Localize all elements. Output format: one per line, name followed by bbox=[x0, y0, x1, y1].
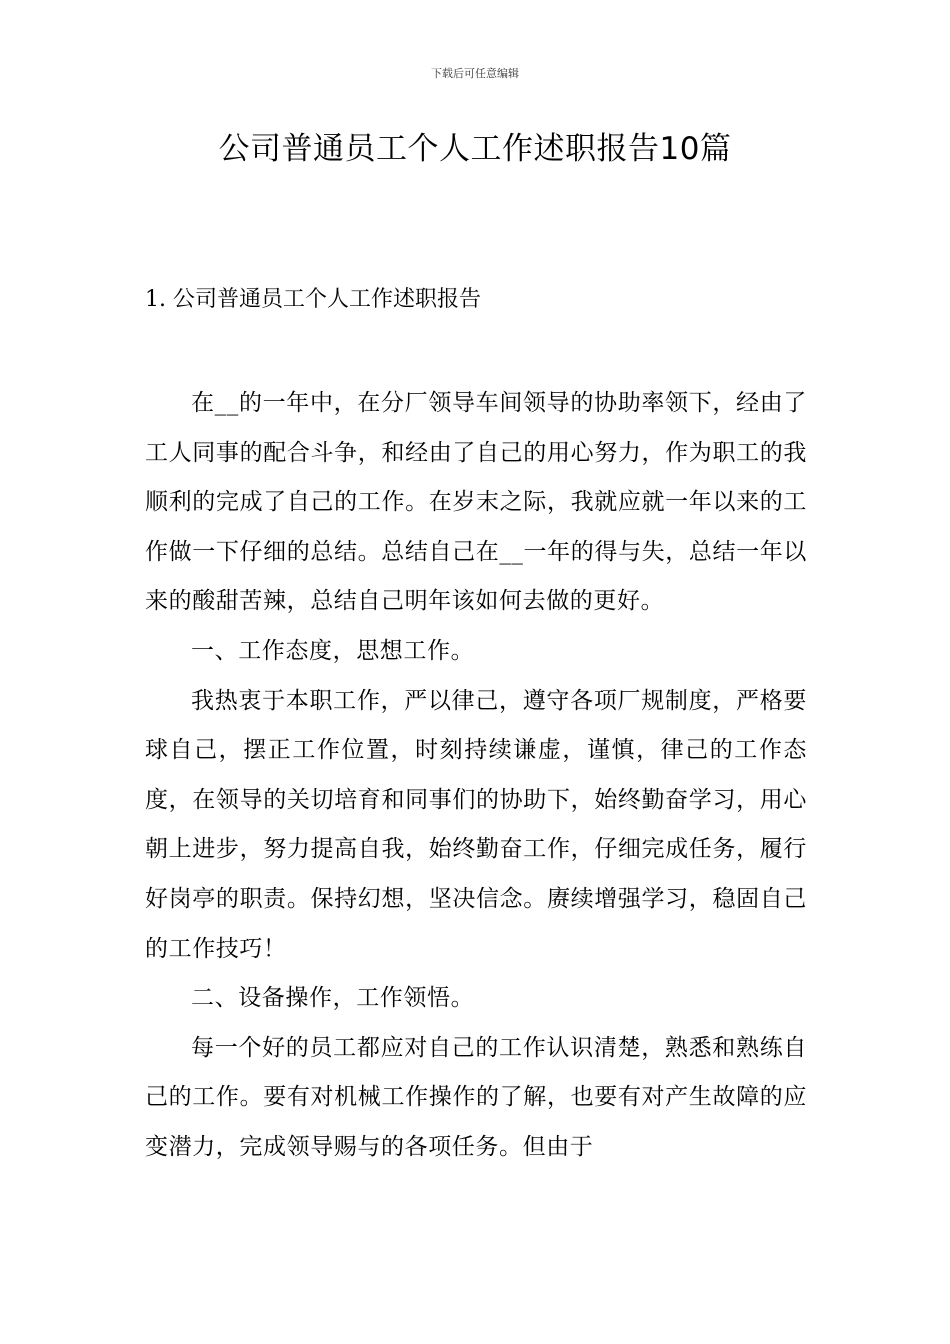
document-title: 公司普通员工个人工作述职报告10篇 bbox=[218, 131, 732, 167]
paragraph-work-attitude: 我热衷于本职工作，严以律己，遵守各项厂规制度，严格要球自己，摆正工作位置，时刻持续谦虚，谨慎，律己的工作态度，在领导的关切培育和同事们的协助下，始终勤奋学习，用心朝上进步，努力提高自我，始终勤奋工作，仔细完成任务，履行好岗亭的职责。保持幻想，坚决信念。赓续增强学习，稳固自己的工作技巧！ bbox=[145, 687, 807, 962]
header-note: 下载后可任意编辑 bbox=[431, 67, 519, 80]
paragraph-equipment-operation: 每一个好的员工都应对自己的工作认识清楚，熟悉和熟练自己的工作。要有对机械工作操作的了解，也要有对产生故障的应变潜力，完成领导赐与的各项任务。但由于 bbox=[145, 1034, 807, 1160]
section-heading: 1. 公司普通员工个人工作述职报告 bbox=[145, 287, 481, 312]
subheading-work-attitude: 一、工作态度，思想工作。 bbox=[191, 637, 475, 664]
paragraph-intro: 在__的一年中，在分厂领导车间领导的协助率领下，经由了工人同事的配合斗争，和经由了自己的用心努力，作为职工的我顺利的完成了自己的工作。在岁末之际，我就应就一年以来的工作做一下仔细的总结。总结自己在__一年的得与失，总结一年以来的酸甜苦辣，总结自己明年该如何去做的更好。 bbox=[145, 390, 807, 615]
document-body bbox=[145, 379, 807, 1173]
subheading-equipment-operation: 二、设备操作，工作领悟。 bbox=[191, 985, 475, 1012]
